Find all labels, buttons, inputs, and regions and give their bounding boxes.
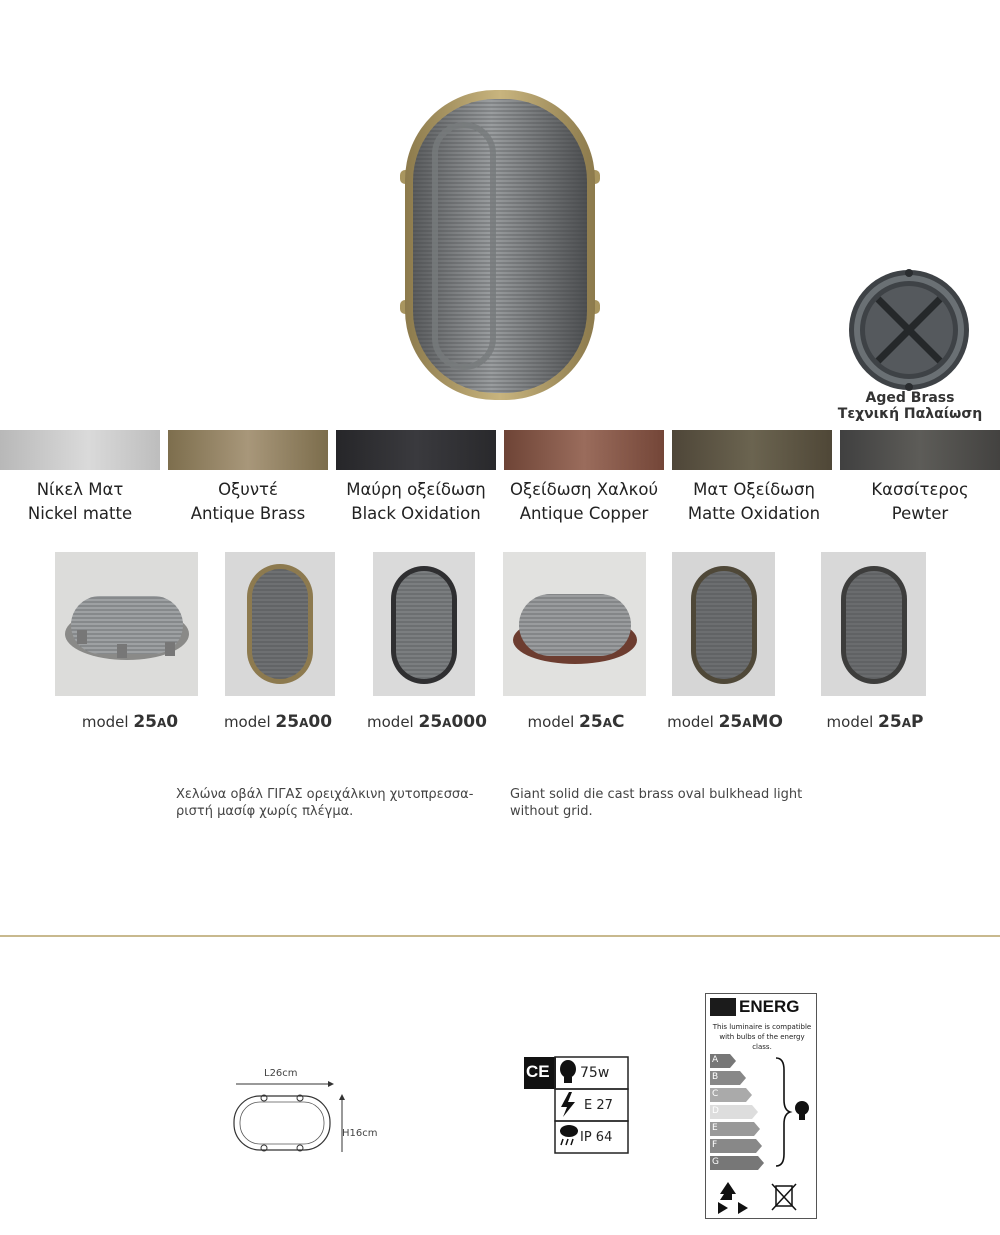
section-divider: [0, 935, 1000, 937]
energy-class-e: E: [712, 1123, 718, 1133]
product-photo-25a000: [373, 552, 475, 696]
aged-brass-swatch: [847, 268, 971, 392]
recycle-icon: [718, 1182, 748, 1214]
ce-mark: CE: [526, 1062, 550, 1081]
energy-class-c: C: [712, 1089, 719, 1099]
bulb-icon-wattage: 75w: [580, 1065, 610, 1081]
spec-table: [522, 1055, 632, 1155]
aged-label-en: Aged Brass: [865, 390, 955, 406]
energy-title: ENERG: [739, 997, 800, 1016]
finish-label-antique-copper: Οξείδωση Χαλκού Antique Copper: [509, 480, 659, 523]
model-label-25a000: model 25A000: [367, 712, 487, 732]
finish-label-antique-brass: Οξυντέ Antique Brass: [190, 480, 306, 523]
finish-swatch-copper: [504, 430, 664, 470]
eu-flag-icon: [710, 998, 736, 1016]
ip-rating: IP 64: [580, 1130, 613, 1145]
description-english: Giant solid die cast brass oval bulkhead light without grid.: [510, 787, 803, 819]
energy-label: [705, 993, 817, 1219]
product-photo-25amo: [672, 552, 775, 696]
model-label-25a00: model 25A00: [223, 712, 333, 732]
weee-bin-icon: [772, 1184, 796, 1210]
finish-label-pewter: Κασσίτερος Pewter: [871, 480, 969, 523]
socket-value: E 27: [584, 1098, 613, 1113]
description-greek: Χελώνα οβάλ ΓΙΓΑΣ ορειχάλκινη χυτοπρεσσα- ριστή μασίφ χωρίς πλέγμα.: [176, 787, 474, 819]
dimension-height: H16cm: [342, 1128, 378, 1139]
product-photo-25ac: [503, 552, 646, 696]
finish-swatch-nickel: [0, 430, 160, 470]
aged-label-gr: Τεχνική Παλαίωση: [837, 406, 983, 422]
product-photo-25a00: [225, 552, 335, 696]
energy-class-b: B: [712, 1072, 719, 1082]
aged-brass-label: [830, 390, 990, 422]
energy-subtitle: This luminaire is compatible with bulbs of the energy class.: [712, 1023, 812, 1051]
energy-class-g: G: [712, 1157, 719, 1167]
model-label-25amo: model 25AMO: [667, 712, 783, 732]
finish-swatch-matte-oxidation: [672, 430, 832, 470]
dimension-length: L26cm: [264, 1068, 298, 1079]
finish-swatch-antique-brass: [168, 430, 328, 470]
finish-label-matte-oxidation: Ματ Οξείδωση Matte Oxidation: [687, 480, 821, 523]
energy-class-a: A: [712, 1055, 719, 1065]
model-label-25ac: model 25AC: [527, 712, 625, 732]
energy-class-arrows: [706, 1050, 816, 1180]
model-label-25a0: model 25A0: [81, 712, 179, 732]
product-photo-25ap: [821, 552, 926, 696]
finish-swatch-pewter: [840, 430, 1000, 470]
product-photo-25a0: [55, 552, 198, 696]
finish-swatch-black: [336, 430, 496, 470]
finish-label-black-oxidation: Μαύρη οξείδωση Black Oxidation: [346, 480, 486, 523]
energy-class-d: D: [712, 1106, 719, 1116]
hero-lamp-image: [395, 85, 605, 405]
dimension-drawing: [228, 1068, 388, 1158]
model-label-25ap: model 25AP: [826, 712, 924, 732]
finish-label-nickel: Νίκελ Ματ Nickel matte: [27, 480, 133, 523]
energy-class-f: F: [712, 1140, 718, 1150]
